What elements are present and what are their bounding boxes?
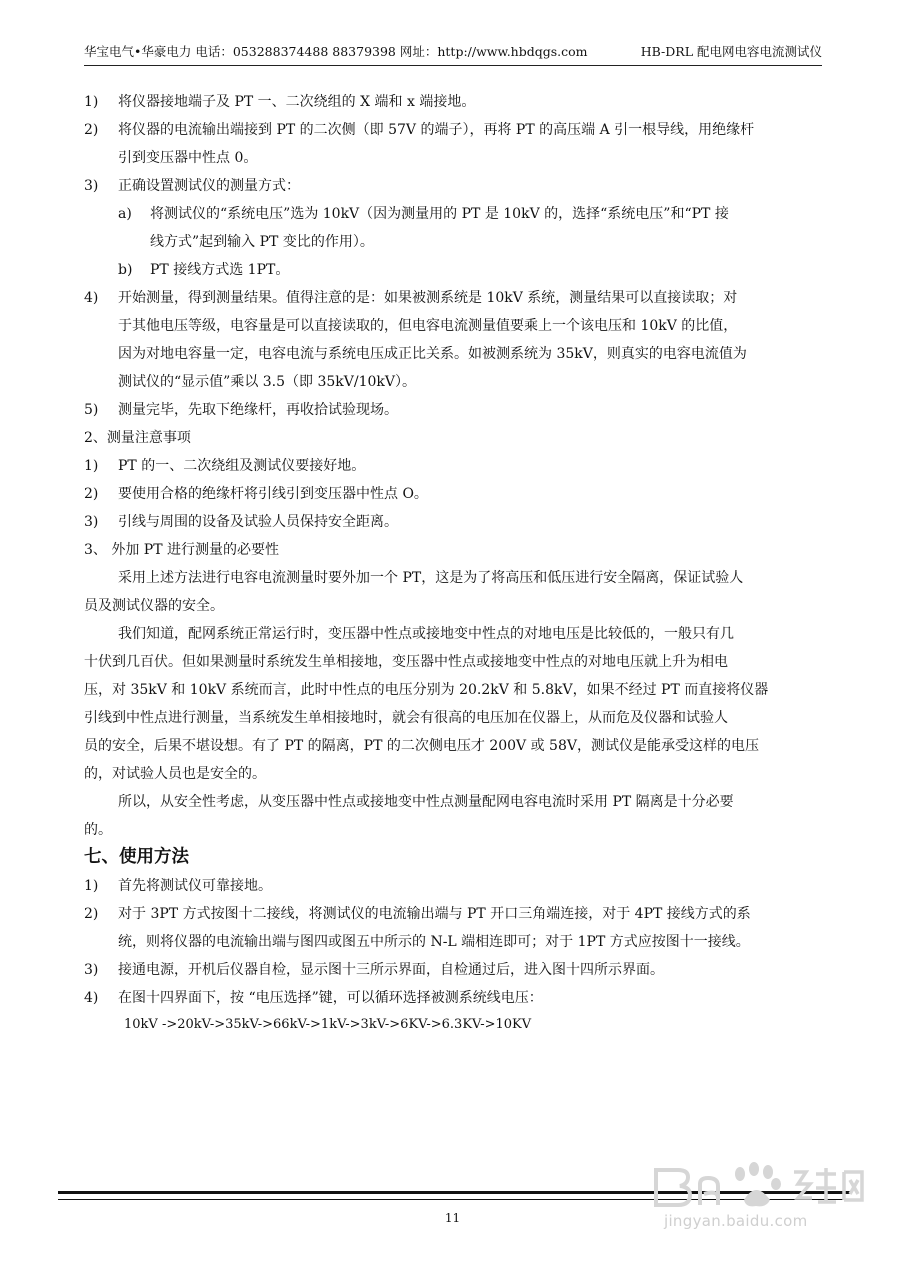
step-text: 测试仪的“显示值”乘以 3.5（即 35kV/10kV）。 [118, 374, 417, 390]
step-number: 5) [84, 402, 99, 418]
paragraph-line: 十伏到几百伏。但如果测量时系统发生单相接地，变压器中性点或接地变中性点的对地电压就上升为相电 [84, 654, 728, 670]
paragraph-line: 员及测试仪器的安全。 [84, 598, 224, 614]
step-number: 2) [84, 122, 99, 138]
section-title: 七、使用方法 [84, 847, 189, 867]
step-text: 将仪器接地端子及 PT 一、二次绕组的 X 端和 x 端接地。 [118, 94, 476, 110]
step-text: 接通电源，开机后仪器自检，显示图十三所示界面，自检通过后，进入图十四所示界面。 [118, 962, 664, 978]
step-text: 对于 3PT 方式按图十二接线，将测试仪的电流输出端与 PT 开口三角端连接，对于 4PT 接线方式的系 [118, 906, 751, 922]
note-number: 2) [84, 486, 99, 502]
header-company-contact: 华宝电气•华豪电力 电话：053288374488 88379398 网址：http://www.hbdqgs.com [84, 44, 588, 59]
note-text: 要使用合格的绝缘杆将引线引到变压器中性点 O。 [118, 486, 428, 502]
paragraph-line: 压，对 35kV 和 10kV 系统而言，此时中性点的电压分别为 20.2kV 和 5.8kV，如果不经过 PT 而直接将仪器 [84, 682, 769, 698]
note-number: 3) [84, 514, 99, 530]
substep-text: 线方式”起到输入 PT 变比的作用）。 [150, 234, 374, 250]
substep-text: 将测试仪的“系统电压”选为 10kV（因为测量用的 PT 是 10kV 的，选择“系统电压”和“PT 接 [150, 206, 729, 222]
header-product-title: HB-DRL 配电网电容电流测试仪 [640, 44, 822, 59]
step-number: 1) [84, 94, 99, 110]
step-number: 4) [84, 290, 99, 306]
voltage-sequence: 10kV ->20kV->35kV->66kV->1kV->3kV->6KV->6.3KV->10KV [124, 1017, 532, 1032]
step-text: 正确设置测试仪的测量方式： [118, 178, 300, 194]
step-text: 因为对地电容量一定，电容电流与系统电压成正比关系。如被测系统为 35kV，则真实的电容电流值为 [118, 346, 747, 362]
substep-number: b) [118, 262, 133, 278]
note-text: 引线与周围的设备及试验人员保持安全距离。 [118, 514, 398, 530]
note-number: 1) [84, 458, 99, 474]
paragraph-line: 采用上述方法进行电容电流测量时要外加一个 PT，这是为了将高压和低压进行安全隔离，保证试验人 [118, 570, 744, 586]
paragraph-line: 的，对试验人员也是安全的。 [84, 766, 266, 782]
page-number: 11 [444, 1211, 461, 1225]
pt-heading: 3、 外加 PT 进行测量的必要性 [84, 542, 280, 558]
step-text: 统，则将仪器的电流输出端与图四或图五中所示的 N-L 端相连即可；对于 1PT 方式应按图十一接线。 [118, 934, 750, 950]
step-text: 于其他电压等级，电容量是可以直接读取的，但电容电流测量值要乘上一个该电压和 10kV 的比值， [118, 318, 738, 334]
baidu-logo-icon [648, 1150, 888, 1220]
step-number: 2) [84, 906, 99, 922]
paragraph-line: 员的安全，后果不堪设想。有了 PT 的隔离，PT 的二次侧电压才 200V 或 58V，测试仪是能承受这样的电压 [84, 738, 759, 754]
paragraph-line: 引线到中性点进行测量，当系统发生单相接地时，就会有很高的电压加在仪器上，从而危及仪器和试验人 [84, 710, 728, 726]
step-number: 1) [84, 878, 99, 894]
paragraph-line: 我们知道，配网系统正常运行时，变压器中性点或接地变中性点的对地电压是比较低的，一般只有几 [118, 626, 734, 642]
step-number: 3) [84, 178, 99, 194]
step-text: 将仪器的电流输出端接到 PT 的二次侧（即 57V 的端子），再将 PT 的高压端 A 引一根导线，用绝缘杆 [118, 122, 755, 138]
note-text: PT 的一、二次绕组及测试仪要接好地。 [118, 458, 366, 474]
step-text: 首先将测试仪可靠接地。 [118, 878, 272, 894]
notes-heading: 2、测量注意事项 [84, 430, 191, 446]
step-text: 测量完毕，先取下绝缘杆，再收拾试验现场。 [118, 402, 398, 418]
watermark-text: jingyan.baidu.com [664, 1212, 808, 1230]
step-number: 3) [84, 962, 99, 978]
paragraph-line: 的。 [84, 822, 112, 838]
step-text: 开始测量，得到测量结果。值得注意的是：如果被测系统是 10kV 系统，测量结果可以直接读取；对 [118, 290, 738, 306]
step-number: 4) [84, 990, 99, 1006]
baidu-jingyan-watermark [648, 1150, 888, 1270]
step-text: 在图十四界面下，按 “电压选择”键，可以循环选择被测系统线电压： [118, 990, 543, 1006]
step-text: 引到变压器中性点 0。 [118, 150, 258, 166]
paragraph-line: 所以，从安全性考虑，从变压器中性点或接地变中性点测量配网电容电流时采用 PT 隔离是十分必要 [118, 794, 734, 810]
substep-number: a) [118, 206, 132, 222]
header-divider [84, 65, 822, 66]
substep-text: PT 接线方式选 1PT。 [150, 262, 290, 278]
page-header [84, 40, 822, 64]
